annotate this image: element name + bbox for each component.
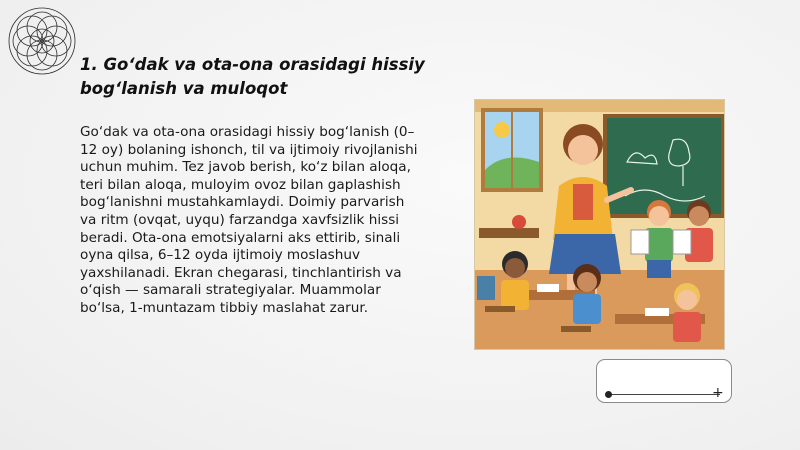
seek-track[interactable] xyxy=(608,394,720,395)
media-player-control[interactable] xyxy=(596,359,732,403)
slide-title: 1. Go‘dak va ota-ona orasidagi hissiy bog‘lanish va muloqot xyxy=(80,55,425,98)
plus-icon[interactable]: + xyxy=(712,385,724,401)
slide-body-text: Go‘dak va ota-ona orasidagi hissiy bog‘lanish (0–12 oy) bolaning ishonch, til va ijtimoiy rivojlanishi uchun muhim. Tez javob berish, ko‘z bilan aloqa, teri bilan aloqa, muloyim ovoz bilan gaplashish bog‘lanishni mustahkamlaydi. Doimiy parvarish va ritm (ovqat, uyqu) farzandga xavfsizlik hissi beradi. Ota-ona emotsiyalarni aks ettirib, sinali oyna qilsa, 6–12 oyda ijtimoiy moslashuv yaxshilanadi. Ekran chegarasi, tinchlantirish va o‘qish — samarali strategiyalar. Muammolar bo‘lsa, 1-muntazam tibbiy maslahat zarur. xyxy=(80,124,418,316)
seek-handle[interactable] xyxy=(605,391,612,398)
logo-icon xyxy=(6,5,78,77)
classroom-illustration xyxy=(474,99,725,350)
